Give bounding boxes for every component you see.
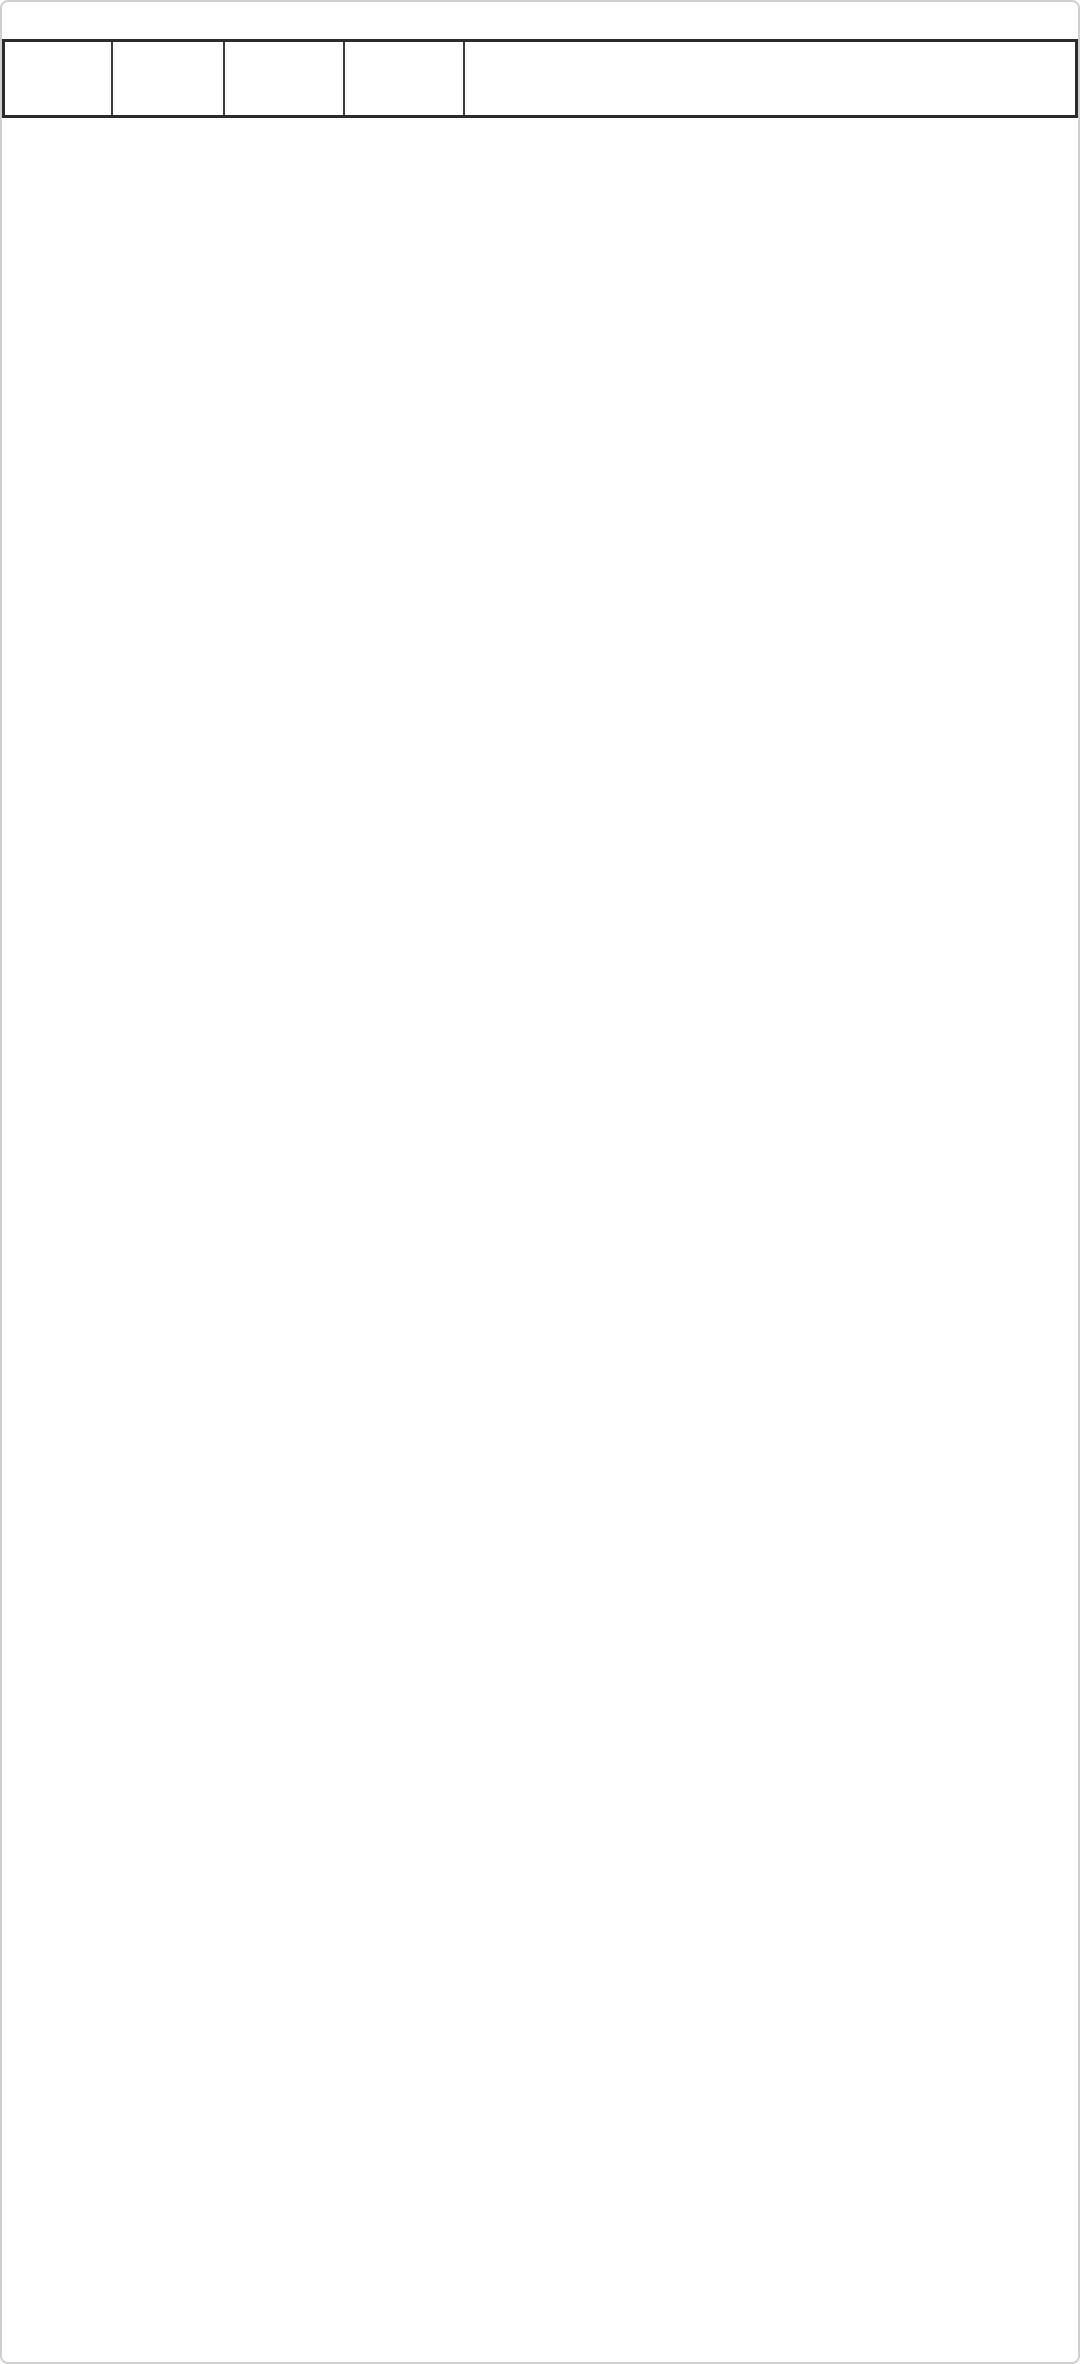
col-header-content: [464, 41, 1077, 117]
venue-note: [2, 16, 1078, 39]
col-header-date: [4, 41, 112, 117]
schedule-table: [2, 39, 1078, 118]
col-header-unit: [112, 41, 224, 117]
header-row: [4, 41, 1077, 117]
col-header-start: [224, 41, 344, 117]
page-title: [2, 2, 1078, 16]
col-header-end: [344, 41, 464, 117]
table-header: [4, 41, 1077, 117]
